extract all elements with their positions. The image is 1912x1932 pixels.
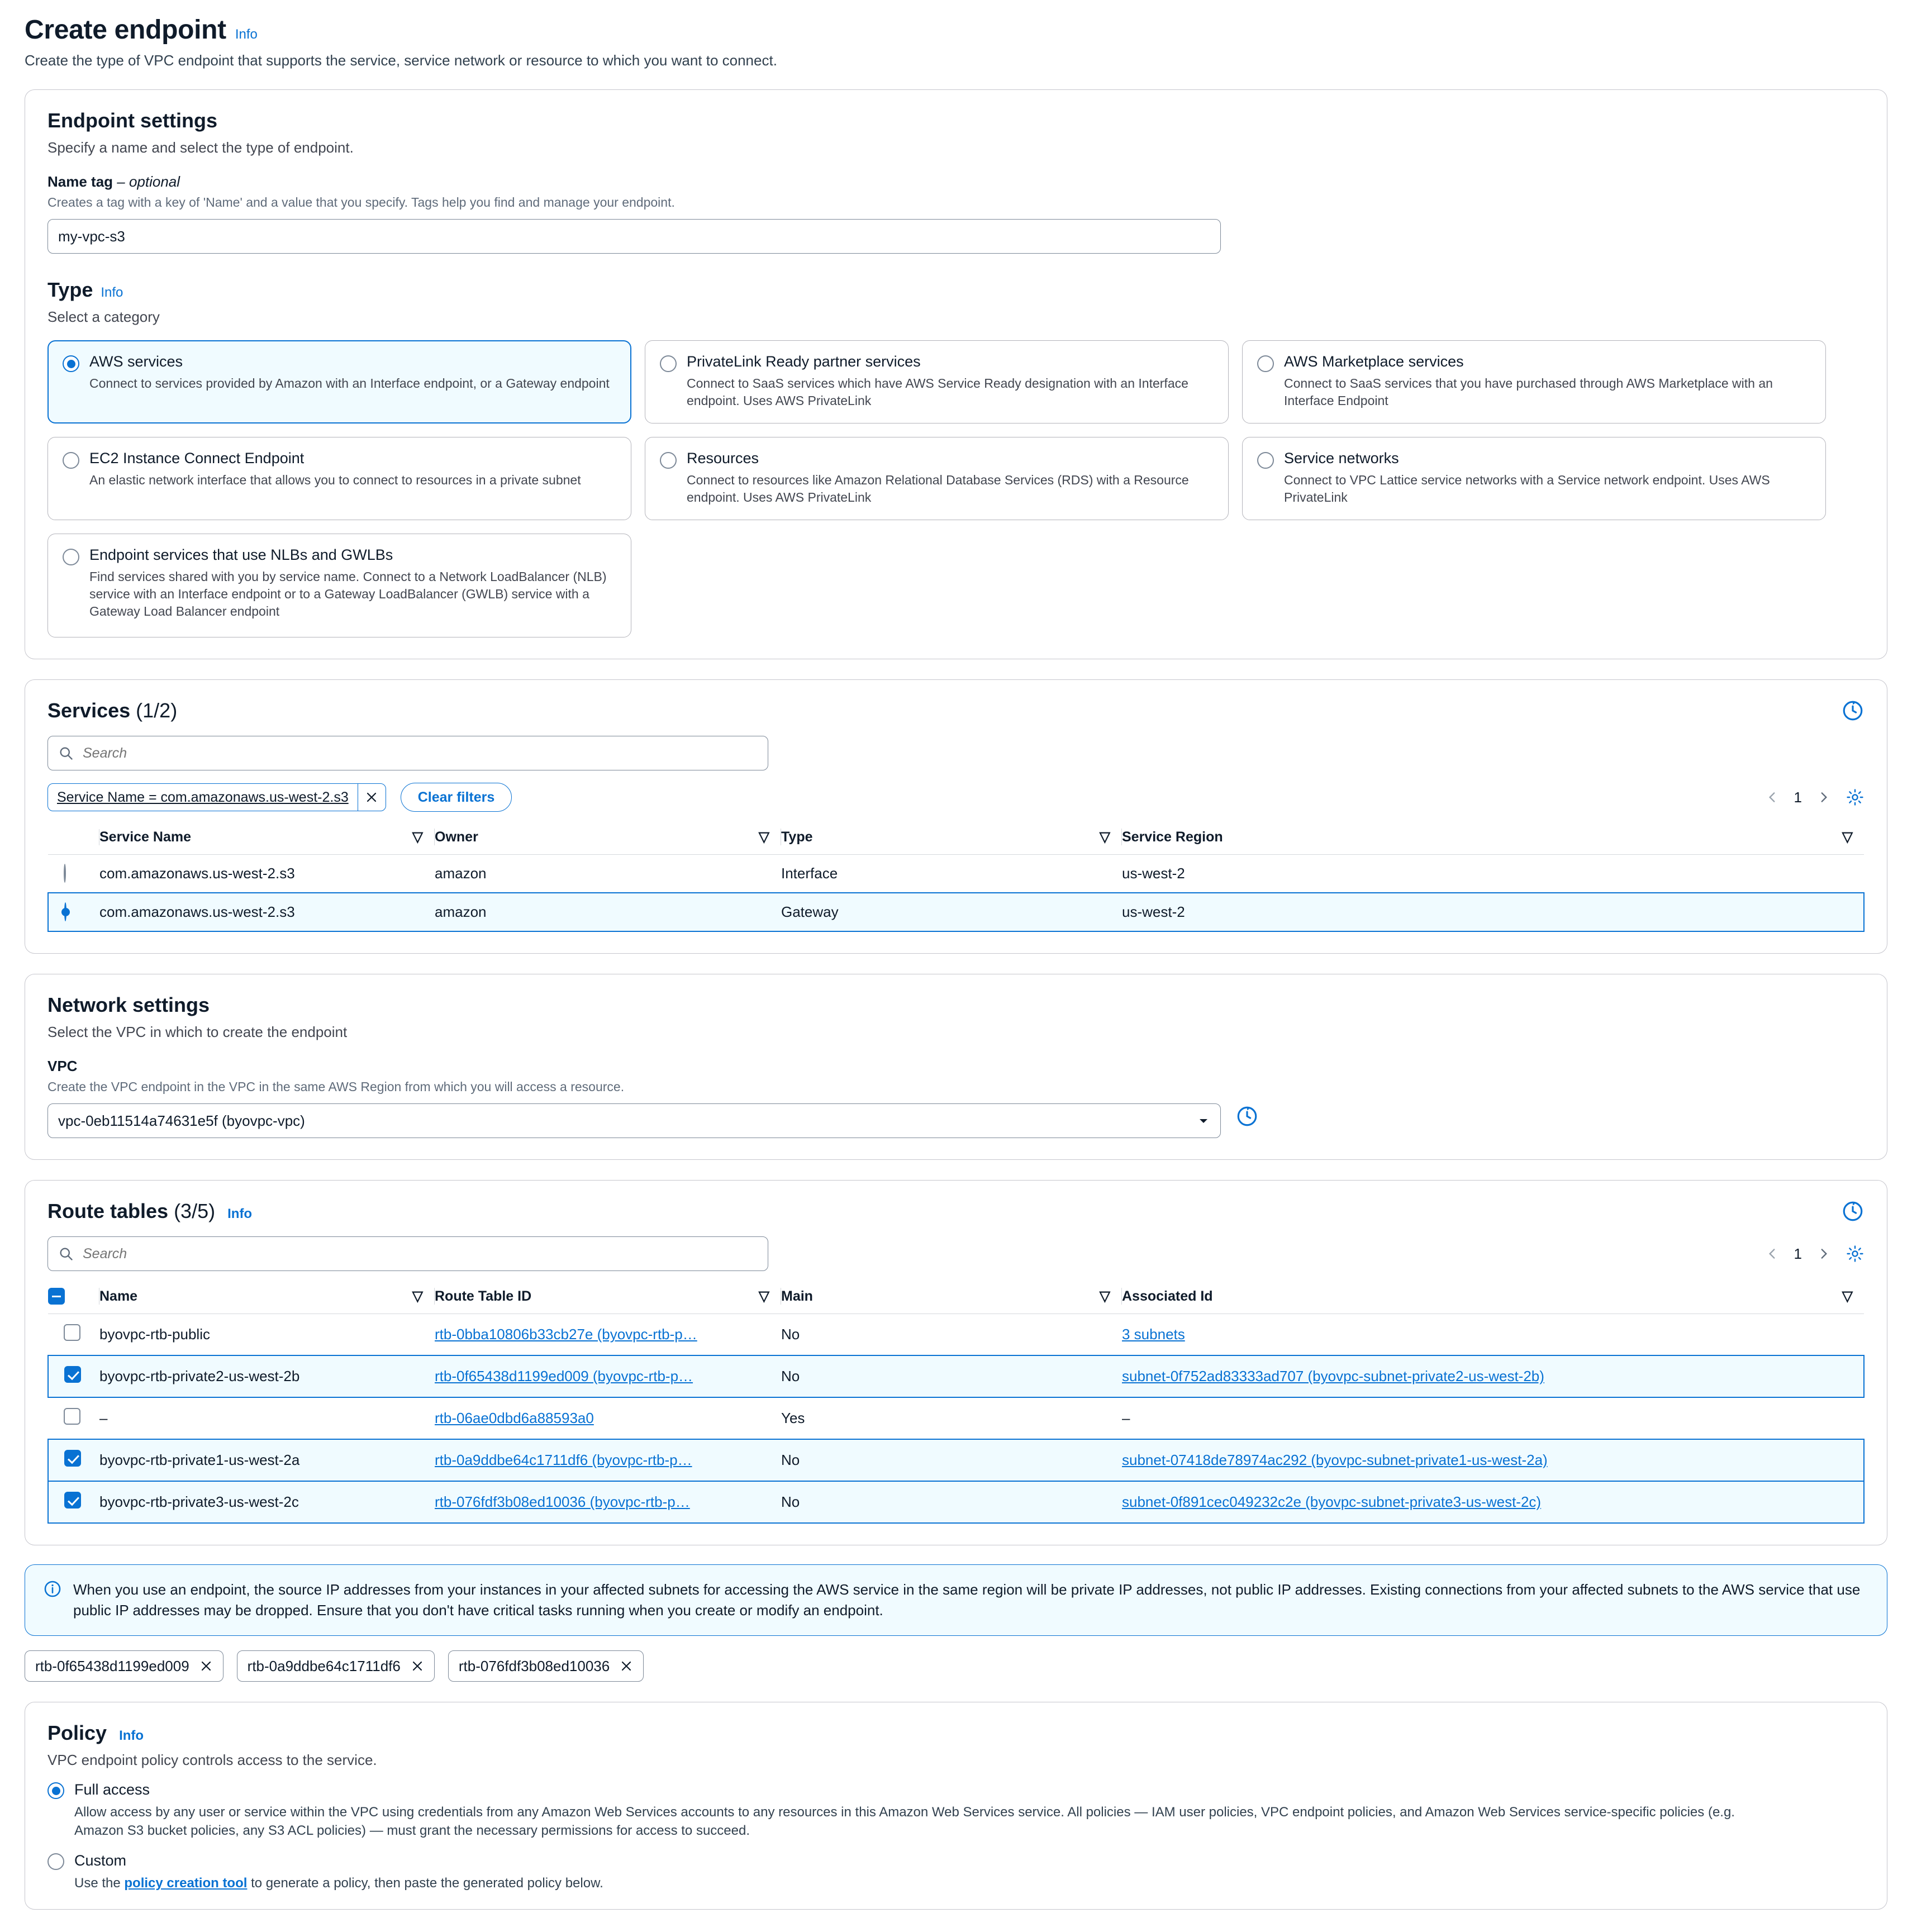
route-table-id-link[interactable]: rtb-0a9ddbe64c1711df6 (byovpc-rtb-p… [435, 1452, 692, 1469]
type-tile-description: Connect to SaaS services that you have purchased through AWS Marketplace with an Interface Endpoint [1284, 376, 1773, 408]
network-settings-card [25, 974, 1887, 1160]
policy-card [25, 1702, 1887, 1910]
sort-icon[interactable]: ▽ [1099, 829, 1110, 845]
radio-icon[interactable] [64, 864, 66, 883]
page-header [25, 15, 1887, 45]
gear-icon[interactable] [1846, 1244, 1865, 1263]
column-label: Route Table ID [435, 1288, 532, 1304]
name-tag-description: Creates a tag with a key of 'Name' and a value that you specify. Tags help you find and manage your endpoint. [47, 195, 675, 210]
type-tile-label: AWS services [89, 353, 183, 370]
type-title: Type [47, 278, 93, 301]
token-label: rtb-0a9ddbe64c1711df6 [247, 1657, 401, 1674]
route-table-row-checkbox-cell[interactable] [48, 1481, 99, 1523]
policy-custom-label: Custom [74, 1852, 127, 1869]
network-settings-title: Network settings [47, 993, 210, 1017]
route-tables-card [25, 1180, 1887, 1545]
sort-icon[interactable]: ▽ [1842, 829, 1853, 845]
type-tile-description: Connect to resources like Amazon Relational Database Services (RDS) with a Resource endpoint. Uses AWS PrivateLink [687, 473, 1189, 505]
table-row[interactable] [48, 1314, 1864, 1356]
page-info-link[interactable]: Info [235, 27, 258, 42]
clear-filters-button[interactable]: Clear filters [401, 783, 512, 812]
table-row[interactable] [48, 855, 1864, 893]
name-tag-optional-text: – optional [117, 173, 180, 190]
services-row-service-name: com.amazonaws.us-west-2.s3 [99, 893, 435, 931]
route-tables-column-associated-id[interactable] [1122, 1282, 1864, 1314]
row-checkbox[interactable] [64, 1324, 80, 1341]
route-table-id-link[interactable]: rtb-0bba10806b33cb27e (byovpc-rtb-p… [435, 1326, 697, 1343]
services-page-number[interactable]: 1 [1794, 788, 1802, 806]
column-label: Main [781, 1288, 813, 1304]
route-table-row-checkbox-cell[interactable] [48, 1314, 99, 1356]
route-table-row-associated-id[interactable] [1122, 1314, 1864, 1356]
column-label: Owner [435, 829, 478, 845]
close-icon[interactable] [620, 1659, 633, 1673]
endpoint-settings-card [25, 89, 1887, 659]
radio-icon[interactable] [63, 549, 79, 565]
close-icon[interactable] [199, 1659, 213, 1673]
route-tables-count: (3/5) [174, 1200, 216, 1223]
type-tile-privatelink-partner[interactable] [645, 340, 1229, 423]
route-table-row-main: Yes [781, 1397, 1122, 1439]
radio-icon[interactable] [660, 452, 677, 469]
selected-token[interactable] [448, 1650, 644, 1682]
select-all-checkbox[interactable] [48, 1288, 65, 1305]
services-count: (1/2) [136, 699, 178, 722]
services-card [25, 679, 1887, 954]
route-table-row-name: byovpc-rtb-private3-us-west-2c [99, 1481, 435, 1523]
type-tile-label: Service networks [1284, 450, 1399, 467]
policy-full-access-description: Allow access by any user or service within the VPC using credentials from any Amazon Web Services accounts to any resources in this Amazon Web Services service. All policies — IAM user policies, VPC endpoint policies, and Amazon Web Services service-specific policies (e.g. Amazon S3 bucket policies, any S3 ACL policies) — must grant the necessary permissions for access to succeed. [74, 1805, 1735, 1839]
route-table-row-checkbox-cell[interactable] [48, 1397, 99, 1439]
route-tables-column-name[interactable] [99, 1282, 435, 1314]
services-filter-row [47, 783, 1865, 812]
route-table-row-id[interactable] [435, 1481, 781, 1523]
route-table-row-name: byovpc-rtb-private1-us-west-2a [99, 1439, 435, 1481]
search-icon [58, 745, 74, 761]
type-tile-aws-services[interactable] [47, 340, 631, 423]
policy-info-link[interactable]: Info [119, 1728, 144, 1743]
close-icon[interactable] [358, 784, 386, 811]
chevron-right-icon[interactable] [1816, 790, 1831, 805]
route-table-row-associated-id: – [1122, 1397, 1864, 1439]
service-name-filter-token[interactable] [47, 783, 386, 811]
refresh-icon[interactable] [1841, 699, 1865, 722]
services-row-radio-cell[interactable] [48, 893, 99, 931]
type-tile-service-networks[interactable] [1242, 437, 1826, 520]
table-row[interactable] [48, 893, 1864, 931]
services-search-row [47, 736, 1865, 770]
route-tables-pagination [1765, 1244, 1865, 1263]
route-tables-search-row [47, 1236, 1865, 1271]
services-table [47, 823, 1865, 932]
radio-icon[interactable] [660, 355, 677, 372]
services-search-box[interactable] [47, 736, 768, 770]
chevron-down-icon[interactable] [1197, 1114, 1210, 1127]
associated-id-link[interactable]: subnet-0f752ad83333ad707 (byovpc-subnet-private2-us-west-2b) [1122, 1368, 1544, 1385]
type-tile-label: PrivateLink Ready partner services [687, 353, 921, 370]
type-tile-endpoint-services-nlb-gwlb[interactable] [47, 534, 631, 637]
vpc-select-row [47, 1095, 1865, 1138]
type-subtitle: Select a category [47, 308, 160, 325]
type-header [47, 278, 1865, 302]
vpc-select[interactable] [47, 1103, 1221, 1138]
alert-text: When you use an endpoint, the source IP addresses from your instances in your affected subnets for accessing the AWS service in the same region will be private IP addresses, not public IP addresses. Existing connections from your affected subnets to the AWS service that use public IP addresses may be dropped. Ensure that you don't have critical tasks running when you create or modify an endpoint. [73, 1581, 1861, 1619]
services-pagination [1765, 788, 1865, 807]
endpoint-settings-subtitle: Specify a name and select the type of endpoint. [47, 139, 354, 156]
column-label: Type [781, 829, 813, 845]
route-table-row-associated-id[interactable] [1122, 1439, 1864, 1481]
vpc-refresh-icon[interactable] [1235, 1105, 1259, 1128]
services-row-region: us-west-2 [1122, 855, 1864, 893]
gear-icon[interactable] [1846, 788, 1865, 807]
services-title-text: Services [47, 699, 131, 722]
policy-option-custom[interactable] [47, 1852, 1865, 1892]
route-table-row-id[interactable] [435, 1355, 781, 1397]
services-row-type: Gateway [781, 893, 1122, 931]
policy-custom-description [74, 1874, 603, 1892]
vpc-select-value: vpc-0eb11514a74631e5f (byovpc-vpc) [58, 1112, 305, 1129]
services-row-owner: amazon [435, 855, 781, 893]
services-column-service-region[interactable] [1122, 823, 1864, 855]
services-row-radio-cell[interactable] [48, 855, 99, 893]
route-tables-search-box[interactable] [47, 1236, 768, 1271]
associated-id-link[interactable]: 3 subnets [1122, 1326, 1185, 1343]
route-tables-header-row [48, 1282, 1864, 1314]
radio-icon[interactable] [47, 1853, 64, 1870]
radio-icon[interactable] [1257, 355, 1274, 372]
route-table-row-name: byovpc-rtb-private2-us-west-2b [99, 1355, 435, 1397]
sort-icon[interactable]: ▽ [758, 829, 769, 845]
type-tile-description: Find services shared with you by service name. Connect to a Network LoadBalancer (NLB) service with an Interface endpoint or to a Gateway LoadBalancer (GWLB) service with a Gateway Load Balancer endpoint [89, 569, 607, 619]
table-row[interactable] [48, 1481, 1864, 1523]
route-tables-column-main[interactable] [781, 1282, 1122, 1314]
route-table-row-name: – [99, 1397, 435, 1439]
row-checkbox[interactable] [64, 1492, 81, 1509]
row-checkbox[interactable] [64, 1366, 81, 1383]
radio-icon[interactable] [64, 902, 66, 921]
radio-icon[interactable] [47, 1782, 64, 1799]
endpoint-info-alert [25, 1564, 1887, 1636]
policy-title [47, 1721, 144, 1745]
column-label: Service Name [99, 829, 192, 845]
services-select-column [48, 823, 99, 855]
route-table-row-associated-id[interactable] [1122, 1355, 1864, 1397]
route-tables-info-link[interactable]: Info [227, 1206, 253, 1222]
services-header [47, 699, 1865, 722]
policy-title-text: Policy [47, 1721, 107, 1744]
policy-full-access-label: Full access [74, 1781, 150, 1798]
route-table-row-checkbox-cell[interactable] [48, 1439, 99, 1481]
type-tile-label: AWS Marketplace services [1284, 353, 1464, 370]
sort-icon[interactable]: ▽ [412, 1288, 423, 1305]
route-tables-refresh-icon[interactable] [1841, 1200, 1865, 1223]
route-table-row-id[interactable] [435, 1439, 781, 1481]
policy-option-full-access[interactable] [47, 1781, 1865, 1840]
vpc-description: Create the VPC endpoint in the VPC in the same AWS Region from which you will access a resource. [47, 1079, 625, 1095]
route-table-row-main: No [781, 1314, 1122, 1356]
sort-icon[interactable]: ▽ [412, 829, 423, 845]
route-tables-table [47, 1282, 1865, 1524]
type-tile-marketplace[interactable] [1242, 340, 1826, 423]
type-tile-label: EC2 Instance Connect Endpoint [89, 450, 305, 467]
sort-icon[interactable]: ▽ [1842, 1288, 1853, 1305]
column-label: Name [99, 1288, 138, 1304]
policy-creation-tool-link[interactable]: policy creation tool [124, 1876, 248, 1891]
associated-id-link[interactable]: subnet-0f891cec049232c2e (byovpc-subnet-private3-us-west-2c) [1122, 1493, 1542, 1511]
route-tables-title [47, 1200, 252, 1223]
policy-custom-desc-suffix: to generate a policy, then paste the generated policy below. [247, 1876, 603, 1891]
services-row-type: Interface [781, 855, 1122, 893]
services-row-service-name: com.amazonaws.us-west-2.s3 [99, 855, 435, 893]
table-row[interactable] [48, 1355, 1864, 1397]
type-tile-group [47, 340, 1865, 637]
table-row[interactable] [48, 1439, 1864, 1481]
token-label: rtb-076fdf3b08ed10036 [458, 1657, 610, 1674]
column-label: Service Region [1122, 829, 1223, 845]
route-table-id-link[interactable]: rtb-0f65438d1199ed009 (byovpc-rtb-p… [435, 1368, 693, 1385]
services-column-owner[interactable] [435, 823, 781, 855]
route-tables-page-number[interactable]: 1 [1794, 1245, 1802, 1262]
policy-custom-desc-prefix: Use the [74, 1876, 125, 1891]
route-table-row-checkbox-cell[interactable] [48, 1355, 99, 1397]
type-info-link[interactable]: Info [101, 285, 123, 300]
route-tables-title-text: Route tables [47, 1200, 169, 1223]
type-tile-resources[interactable] [645, 437, 1229, 520]
route-table-row-id[interactable] [435, 1314, 781, 1356]
table-row[interactable] [48, 1397, 1864, 1439]
chevron-left-icon[interactable] [1765, 790, 1780, 805]
page-description: Create the type of VPC endpoint that supports the service, service network or resource to which you want to connect. [25, 52, 777, 69]
sort-icon[interactable]: ▽ [1099, 1288, 1110, 1305]
endpoint-settings-title: Endpoint settings [47, 109, 217, 132]
route-table-row-name: byovpc-rtb-public [99, 1314, 435, 1356]
type-tile-description: Connect to services provided by Amazon with an Interface endpoint, or a Gateway endpoint [89, 376, 610, 391]
type-tile-description: Connect to VPC Lattice service networks with a Service network endpoint. Uses AWS PrivateLink [1284, 473, 1770, 505]
services-row-owner: amazon [435, 893, 781, 931]
type-tile-ec2-instance-connect[interactable] [47, 437, 631, 520]
route-table-row-main: No [781, 1355, 1122, 1397]
selected-token[interactable] [237, 1650, 435, 1682]
chevron-right-icon[interactable] [1816, 1246, 1831, 1261]
info-circle-icon [43, 1579, 62, 1621]
row-checkbox[interactable] [64, 1408, 80, 1425]
name-tag-label [47, 173, 1865, 191]
route-table-row-main: No [781, 1481, 1122, 1523]
services-search-input[interactable] [82, 745, 758, 762]
services-title [47, 699, 177, 722]
route-table-row-id[interactable] [435, 1397, 781, 1439]
radio-icon[interactable] [63, 355, 79, 372]
chevron-left-icon[interactable] [1765, 1246, 1780, 1261]
radio-icon[interactable] [63, 452, 79, 469]
route-tables-header [47, 1200, 1865, 1223]
radio-icon[interactable] [1257, 452, 1274, 469]
selected-route-tables-tokens [25, 1650, 1887, 1682]
name-tag-label-text: Name tag [47, 173, 113, 190]
close-icon[interactable] [411, 1659, 424, 1673]
filter-token-text: Service Name = com.amazonaws.us-west-2.s3 [57, 789, 349, 805]
route-table-id-link[interactable]: rtb-076fdf3b08ed10036 (byovpc-rtb-p… [435, 1493, 690, 1511]
route-tables-select-all-column[interactable] [48, 1282, 99, 1314]
route-tables-column-id[interactable] [435, 1282, 781, 1314]
services-table-header-row [48, 823, 1864, 855]
type-tile-description: An elastic network interface that allows you to connect to resources in a private subnet [89, 473, 581, 488]
route-table-id-link[interactable]: rtb-06ae0dbd6a88593a0 [435, 1410, 594, 1427]
services-row-region: us-west-2 [1122, 893, 1864, 931]
route-table-row-main: No [781, 1439, 1122, 1481]
type-tile-label: Resources [687, 450, 759, 467]
policy-header [47, 1721, 1865, 1745]
services-column-type[interactable] [781, 823, 1122, 855]
column-label: Associated Id [1122, 1288, 1213, 1304]
search-icon [58, 1246, 74, 1262]
network-settings-subtitle: Select the VPC in which to create the endpoint [47, 1024, 348, 1041]
page-title: Create endpoint [25, 15, 226, 45]
token-label: rtb-0f65438d1199ed009 [35, 1657, 189, 1674]
name-tag-input[interactable] [47, 219, 1221, 254]
selected-token[interactable] [25, 1650, 223, 1682]
row-checkbox[interactable] [64, 1450, 81, 1467]
type-tile-label: Endpoint services that use NLBs and GWLBs [89, 546, 393, 564]
route-table-row-associated-id[interactable] [1122, 1481, 1864, 1523]
route-tables-search-input[interactable] [82, 1245, 758, 1263]
sort-icon[interactable]: ▽ [758, 1288, 769, 1305]
type-tile-description: Connect to SaaS services which have AWS Service Ready designation with an Interface endpoint. Uses AWS PrivateLink [687, 376, 1188, 408]
associated-id-link[interactable]: subnet-07418de78974ac292 (byovpc-subnet-private1-us-west-2a) [1122, 1452, 1548, 1469]
vpc-label: VPC [47, 1058, 78, 1075]
policy-subtitle: VPC endpoint policy controls access to the service. [47, 1752, 377, 1768]
services-column-service-name[interactable] [99, 823, 435, 855]
